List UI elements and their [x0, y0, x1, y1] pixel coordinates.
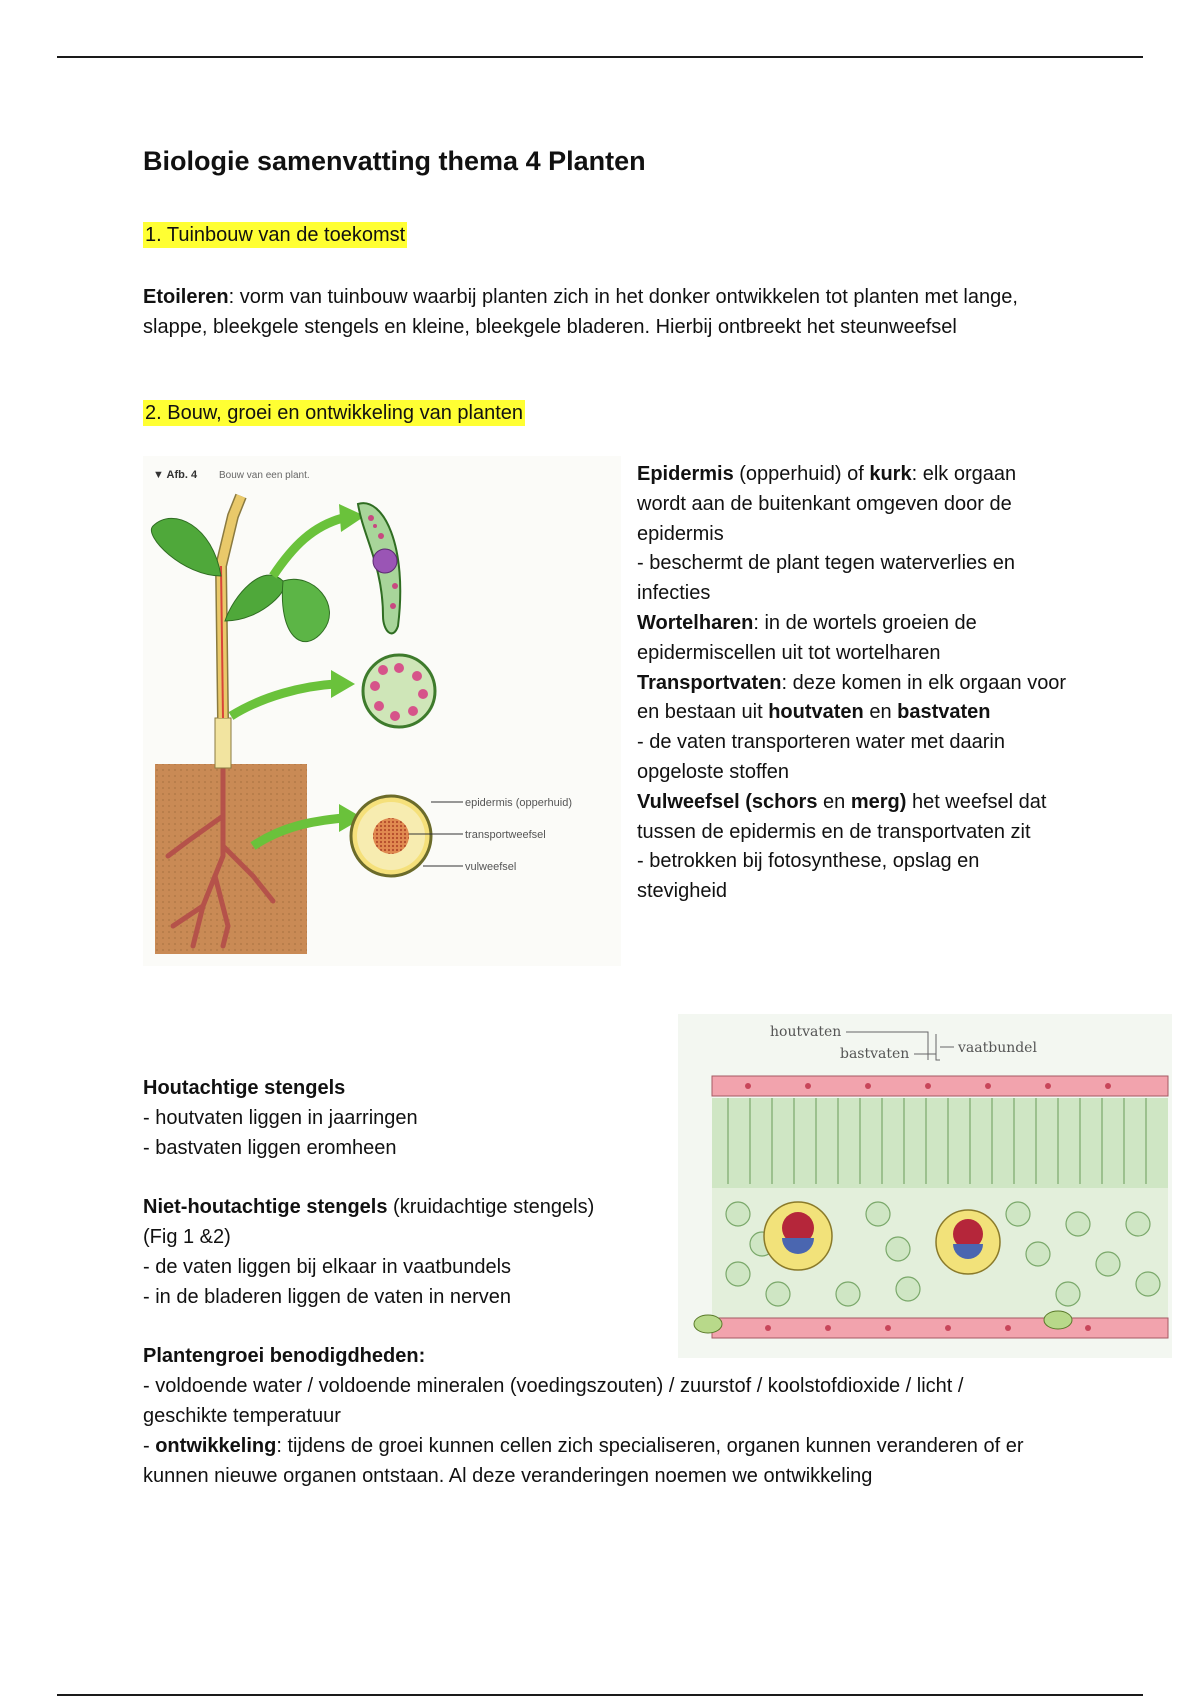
top-rule: [57, 56, 1143, 58]
label-epidermis: epidermis (opperhuid): [465, 797, 572, 809]
bottom-rule: [57, 1694, 1143, 1696]
label-vaatbundel: vaatbundel: [958, 1040, 1037, 1056]
figure-caption-marker: ▼ Afb. 4: [153, 469, 198, 481]
section-1-heading: 1. Tuinbouw van de toekomst: [145, 224, 406, 246]
section-2-heading: 2. Bouw, groei en ontwikkeling van planten: [145, 402, 524, 424]
tissue-description: Epidermis (opperhuid) of kurk: elk orgaan wordt aan de buitenkant omgeven door de epidermis - beschermt de plant tegen waterverlies en infecties Wortelharen: in de wortels groeien de epidermiscellen uit tot wortelharen Transportvaten: deze komen in elk orgaan voor en bestaan uit houtvaten en bastvaten - de vaten transporteren water met daarin opgeloste stoffen Vulweefsel (schors en merg) het weefsel dat tussen de epidermis en de transportvaten zit - betrokken bij fotosynthese, opslag en stevigheid: [637, 463, 1067, 903]
figure-caption-text: Bouw van een plant.: [219, 470, 310, 481]
plant-growth-block: Plantengroei benodigdheden: - voldoende water / voldoende mineralen (voedingszouten) / zuurstof / koolstofdioxide / licht / geschikte temperatuur - ontwikkeling: tijdens de groei kunnen cellen zich specialiseren, organen kunnen veranderen of er kunnen nieuwe organen ontstaan. Al deze veranderingen noemen we ontwikkeling: [143, 1345, 1024, 1487]
stem-base: [215, 718, 231, 768]
label-transportweefsel: transportweefsel: [465, 829, 546, 841]
plant-structure-figure: [143, 456, 621, 966]
label-houtvaten: houtvaten: [770, 1024, 842, 1040]
vascular-bundle-1: [764, 1202, 832, 1270]
label-bastvaten: bastvaten: [840, 1046, 910, 1062]
lower-epidermis: [712, 1318, 1168, 1338]
leaf-cross-section-figure: [678, 1014, 1172, 1358]
vascular-bundle-2: [936, 1210, 1000, 1274]
herbaceous-stems-block: Niet-houtachtige stengels (kruidachtige stengels) (Fig 1 &2) - de vaten liggen bij elkaar in vaatbundels - in de bladeren liggen de vaten in nerven: [143, 1196, 595, 1308]
etoileren-paragraph: Etoileren: vorm van tuinbouw waarbij planten zich in het donker ontwikkelen tot planten met lange, slappe, bleekgele stengels en kleine, bleekgele bladeren. Hierbij ontbreekt het steunweefsel: [143, 286, 1018, 338]
woody-stems-block: Houtachtige stengels - houtvaten liggen in jaarringen - bastvaten liggen eromheen: [143, 1077, 418, 1159]
palisade-layer: [712, 1098, 1168, 1188]
page-title: Biologie samenvatting thema 4 Planten: [143, 146, 646, 176]
upper-epidermis: [712, 1076, 1168, 1096]
label-vulweefsel: vulweefsel: [465, 861, 517, 873]
